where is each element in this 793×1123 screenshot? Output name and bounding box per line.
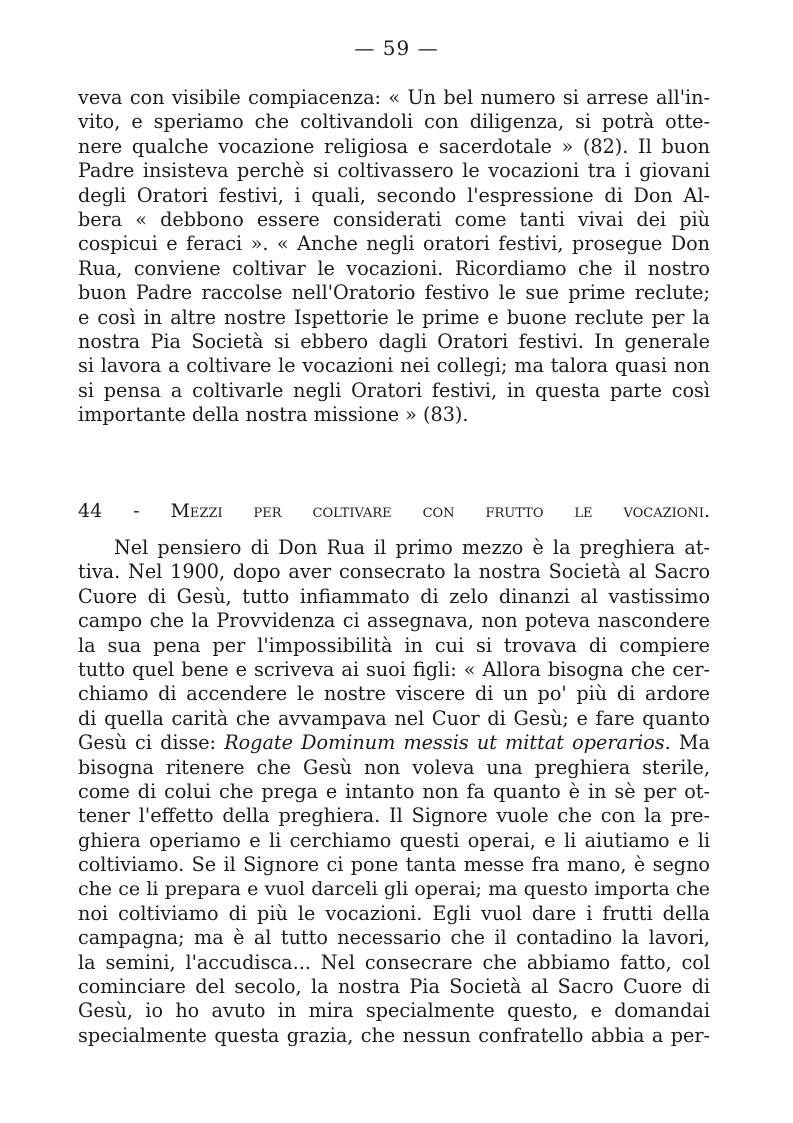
text-line: Gesù, io ho avuto in mira specialmente questo, e domandai	[78, 999, 710, 1023]
text-line: nere qualche vocazione religiosa e sacerdotale » (82). Il buon	[78, 134, 710, 158]
text-line: cominciare del secolo, la nostra Pia Società al Sacro Cuore di	[78, 975, 710, 999]
text-line: si pensa a coltivarle negli Oratori festivi, in questa parte così	[78, 378, 710, 402]
paragraph-continuation	[78, 86, 710, 427]
text-line: Nel pensiero di Don Rua il primo mezzo è la preghiera at-	[114, 536, 710, 559]
text-line: bisogna ritenere che Gesù non voleva una preghiera sterile,	[78, 755, 710, 779]
text-line: Cuore di Gesù, tutto infiammato di zelo dinanzi al vastissimo	[78, 584, 710, 608]
section-heading-text	[78, 498, 710, 524]
page-number: — 59 —	[354, 36, 439, 60]
text-line: chiamo di accendere le nostre viscere di un po' più di ardore	[78, 682, 710, 706]
text-line: vito, e speriamo che coltivandoli con diligenza, si potrà otte-	[78, 110, 710, 134]
text-line: bera « debbono essere considerati come tanti vivai dei più	[78, 207, 710, 231]
text-line: che ce li prepara e vuol darceli gli operai; ma questo importa che	[78, 878, 710, 901]
text-line: veva con visibile compiacenza: « Un bel numero si arrese all'in-	[78, 86, 710, 109]
latin-suffix: . Ma	[664, 731, 710, 755]
text-line: tutto quel bene e scriveva ai suoi figli: « Allora bisogna che cer-	[78, 657, 710, 681]
text-line: coltiviamo. Se il Signore ci pone tanta messe fra mano, è segno	[78, 853, 710, 877]
text-line: come di colui che prega e intanto non fa quanto è in sè per ot-	[78, 779, 710, 803]
text-line: e così in altre nostre Ispettorie le prime e buone reclute per la	[78, 305, 710, 329]
text-line: specialmente questa grazia, che nessun confratello abbia a per-	[78, 1023, 710, 1047]
text-line: di quella carità che avvampava nel Cuor di Gesù; e fare quanto	[78, 706, 710, 730]
text-line: noi coltiviamo di più le vocazioni. Egli vuol dare i frutti della	[78, 901, 710, 925]
text-line: ghiera operiamo e li cerchiamo questi operai, e li aiutiamo e li	[78, 828, 710, 852]
text-line: la semini, l'accudisca... Nel consecrare che abbiamo fatto, col	[78, 950, 710, 974]
section-number: 44 -	[78, 500, 140, 522]
text-line: nostra Pia Società si ebbero dagli Oratori festivi. In generale	[78, 329, 710, 353]
text-line: Padre insisteva perchè si coltivassero le vocazioni tra i giovani	[78, 159, 710, 183]
text-line: importante della nostra missione » (83).	[78, 403, 469, 427]
text-line: buon Padre raccolse nell'Oratorio festivo le sue prime reclute;	[78, 281, 710, 305]
text-line: campagna; ma è al tutto necessario che il contadino la lavori,	[78, 926, 710, 950]
text-line: tener l'effetto della preghiera. Il Signore vuole che con la pre-	[78, 804, 710, 828]
paragraph-main	[78, 536, 710, 1048]
text-line: campo che la Provvidenza ci assegnava, non poteva nascondere	[78, 609, 710, 633]
latin-prefix: Gesù ci disse:	[78, 731, 225, 755]
text-line: tiva. Nel 1900, dopo aver consecrato la nostra Società al Sacro	[78, 560, 710, 584]
text-line: degli Oratori festivi, i quali, secondo l'espressione di Don Al-	[78, 183, 710, 207]
text-line-latin-quote	[78, 731, 710, 755]
text-line: cospicui e feraci ». « Anche negli oratori festivi, prosegue Don	[78, 232, 710, 256]
section-title: Mezzi per coltivare con frutto le vocazioni.	[170, 500, 710, 522]
text-line: si lavora a coltivare le vocazioni nei collegi; ma talora quasi non	[78, 354, 710, 378]
text-line: la sua pena per l'impossibilità in cui si trovava di compiere	[78, 633, 710, 657]
latin-quote: Rogate Dominum messis ut mittat operarios	[224, 731, 665, 755]
section-heading	[78, 498, 710, 524]
text-line: Rua, conviene coltivar le vocazioni. Ricordiamo che il nostro	[78, 256, 710, 280]
